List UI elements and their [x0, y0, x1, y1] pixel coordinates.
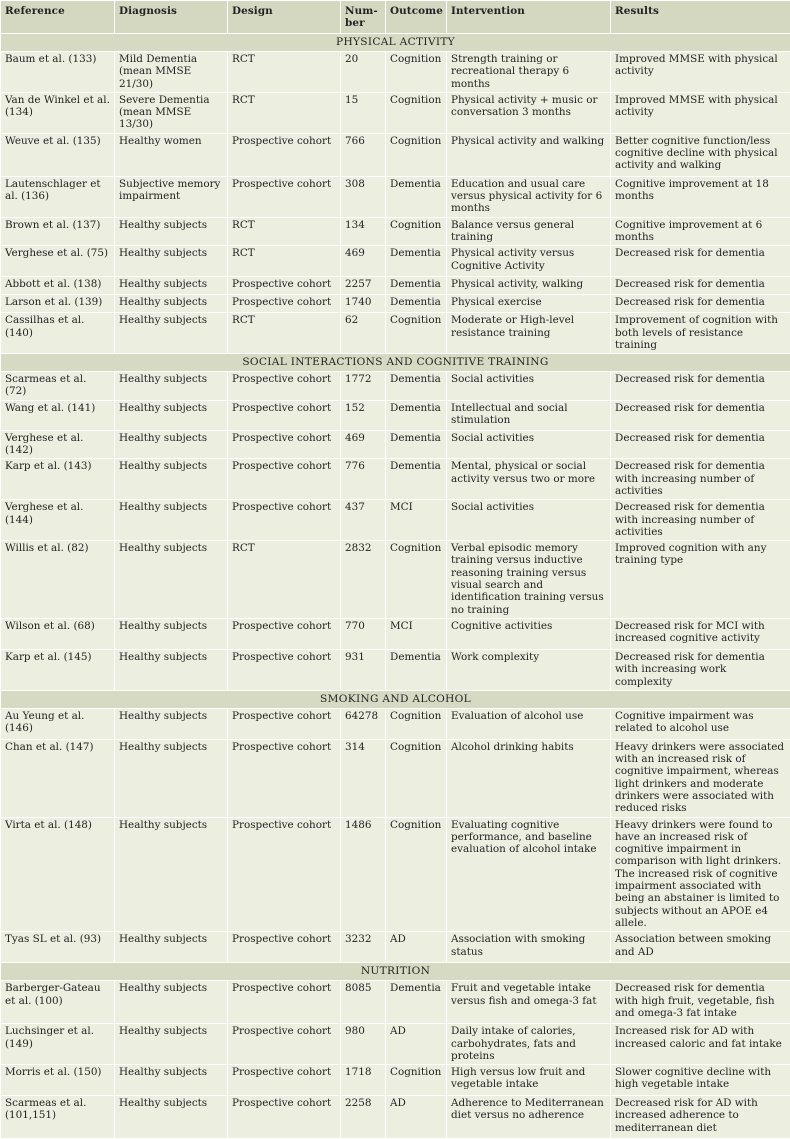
cell-results: Improved cognition with any training type	[611, 541, 790, 619]
table-row	[1, 400, 790, 430]
cell-number: 931	[341, 649, 386, 690]
cell-number: 308	[341, 176, 386, 217]
cell-intervention: Physical activity + music or conversation 3 months	[447, 92, 611, 133]
table-row	[1, 430, 790, 459]
section-row	[1, 690, 790, 708]
cell-design: Prospective cohort	[228, 1096, 341, 1139]
cell-number: 20	[341, 52, 386, 93]
cell-outcome: Cognition	[386, 133, 447, 176]
cell-results: Decreased risk for MCI with increased cognitive activity	[611, 618, 790, 649]
section-row	[1, 354, 790, 372]
cell-outcome: MCI	[386, 500, 447, 541]
cell-intervention: Physical activity, walking	[447, 277, 611, 295]
cell-outcome: AD	[386, 932, 447, 963]
cell-results: Decreased risk for dementia with high fruit, vegetable, fish and omega-3 fat intake	[611, 981, 790, 1024]
cell-design: Prospective cohort	[228, 277, 341, 295]
cell-number: 64278	[341, 708, 386, 739]
cell-intervention: Daily intake of calories, carbohydrates, fats and proteins	[447, 1024, 611, 1065]
table-row	[1, 817, 790, 932]
cell-intervention: Adherence to Mediterranean diet versus no adherence	[447, 1096, 611, 1139]
cell-number: 1772	[341, 372, 386, 401]
cell-intervention: Evaluation of alcohol use	[447, 708, 611, 739]
cell-results: Improved MMSE with physical activity	[611, 52, 790, 93]
cell-number: 2258	[341, 1096, 386, 1139]
cell-diagnosis: Healthy subjects	[115, 618, 228, 649]
table-row	[1, 295, 790, 313]
cell-diagnosis: Healthy subjects	[115, 430, 228, 459]
cell-reference: Wang et al. (141)	[1, 400, 115, 430]
cell-intervention: High versus low fruit and vegetable intake	[447, 1065, 611, 1096]
cell-design: Prospective cohort	[228, 739, 341, 817]
cell-diagnosis: Healthy subjects	[115, 246, 228, 277]
table-row	[1, 618, 790, 649]
cell-diagnosis: Healthy subjects	[115, 708, 228, 739]
header-reference: Reference	[1, 1, 115, 34]
cell-intervention: Physical activity and walking	[447, 133, 611, 176]
cell-outcome: Dementia	[386, 277, 447, 295]
cell-number: 437	[341, 500, 386, 541]
cell-design: Prospective cohort	[228, 817, 341, 932]
table-row	[1, 92, 790, 133]
cell-outcome: Cognition	[386, 217, 447, 246]
cell-number: 15	[341, 92, 386, 133]
cell-outcome: AD	[386, 1096, 447, 1139]
table-row	[1, 133, 790, 176]
cell-design: Prospective cohort	[228, 1065, 341, 1096]
cell-design: RCT	[228, 246, 341, 277]
cell-design: Prospective cohort	[228, 618, 341, 649]
cell-outcome: Dementia	[386, 295, 447, 313]
cell-reference: Barberger-Gateau et al. (100)	[1, 981, 115, 1024]
cell-number: 1718	[341, 1065, 386, 1096]
cell-diagnosis: Healthy subjects	[115, 739, 228, 817]
cell-number: 2257	[341, 277, 386, 295]
cell-intervention: Moderate or High-level resistance training	[447, 313, 611, 354]
cell-design: RCT	[228, 313, 341, 354]
cell-intervention: Social activities	[447, 372, 611, 401]
header-row	[1, 1, 790, 34]
cell-reference: Tyas SL et al. (93)	[1, 932, 115, 963]
cell-results: Decreased risk for dementia	[611, 277, 790, 295]
cell-results: Improvement of cognition with both levels of resistance training	[611, 313, 790, 354]
table-body	[1, 34, 790, 1139]
cell-design: Prospective cohort	[228, 372, 341, 401]
table-row	[1, 1065, 790, 1096]
section-title: SMOKING AND ALCOHOL	[1, 690, 790, 708]
cell-outcome: Dementia	[386, 649, 447, 690]
cell-number: 62	[341, 313, 386, 354]
cell-reference: Au Yeung et al. (146)	[1, 708, 115, 739]
header-outcome: Outcome	[386, 1, 447, 34]
cell-diagnosis: Healthy subjects	[115, 1065, 228, 1096]
cell-diagnosis: Healthy subjects	[115, 400, 228, 430]
cell-intervention: Alcohol drinking habits	[447, 739, 611, 817]
cell-results: Decreased risk for AD with increased adherence to mediterranean diet	[611, 1096, 790, 1139]
table-row	[1, 246, 790, 277]
table-row	[1, 739, 790, 817]
cell-intervention: Physical activity versus Cognitive Activity	[447, 246, 611, 277]
table-row	[1, 708, 790, 739]
cell-outcome: Cognition	[386, 1065, 447, 1096]
table-row	[1, 372, 790, 401]
cell-diagnosis: Mild Dementia (mean MMSE 21/30)	[115, 52, 228, 93]
table-row	[1, 541, 790, 619]
cell-results: Association between smoking and AD	[611, 932, 790, 963]
cell-diagnosis: Healthy subjects	[115, 981, 228, 1024]
cell-intervention: Evaluating cognitive performance, and baseline evaluation of alcohol intake	[447, 817, 611, 932]
cell-outcome: MCI	[386, 618, 447, 649]
section-title: PHYSICAL ACTIVITY	[1, 34, 790, 52]
cell-outcome: Dementia	[386, 246, 447, 277]
cell-design: Prospective cohort	[228, 649, 341, 690]
cell-reference: Virta et al. (148)	[1, 817, 115, 932]
cell-number: 2832	[341, 541, 386, 619]
cell-results: Slower cognitive decline with high vegetable intake	[611, 1065, 790, 1096]
cell-intervention: Social activities	[447, 500, 611, 541]
cell-results: Cognitive impairment was related to alcohol use	[611, 708, 790, 739]
cell-diagnosis: Healthy subjects	[115, 500, 228, 541]
table-row	[1, 932, 790, 963]
cell-number: 770	[341, 618, 386, 649]
cell-intervention: Balance versus general training	[447, 217, 611, 246]
cell-reference: Brown et al. (137)	[1, 217, 115, 246]
cell-intervention: Fruit and vegetable intake versus fish and omega-3 fat	[447, 981, 611, 1024]
cell-diagnosis: Healthy subjects	[115, 541, 228, 619]
cell-outcome: Cognition	[386, 541, 447, 619]
cell-number: 469	[341, 430, 386, 459]
cell-reference: Karp et al. (145)	[1, 649, 115, 690]
table-row	[1, 981, 790, 1024]
cell-design: Prospective cohort	[228, 400, 341, 430]
table-row	[1, 500, 790, 541]
cell-intervention: Cognitive activities	[447, 618, 611, 649]
cell-design: Prospective cohort	[228, 500, 341, 541]
cell-reference: Scarmeas et al. (72)	[1, 372, 115, 401]
cell-reference: Verghese et al. (144)	[1, 500, 115, 541]
cell-outcome: AD	[386, 1024, 447, 1065]
table-row	[1, 1096, 790, 1139]
cell-reference: Karp et al. (143)	[1, 459, 115, 500]
cell-number: 152	[341, 400, 386, 430]
header-intervention: Intervention	[447, 1, 611, 34]
cell-design: RCT	[228, 541, 341, 619]
cell-number: 1740	[341, 295, 386, 313]
header-design: Design	[228, 1, 341, 34]
cell-reference: Cassilhas et al. (140)	[1, 313, 115, 354]
cell-design: Prospective cohort	[228, 1024, 341, 1065]
header-number: Num-ber	[341, 1, 386, 34]
cell-diagnosis: Healthy subjects	[115, 295, 228, 313]
cell-intervention: Association with smoking status	[447, 932, 611, 963]
cell-outcome: Cognition	[386, 708, 447, 739]
cell-number: 3232	[341, 932, 386, 963]
cell-outcome: Dementia	[386, 459, 447, 500]
table-row	[1, 277, 790, 295]
cell-results: Improved MMSE with physical activity	[611, 92, 790, 133]
header-results: Results	[611, 1, 790, 34]
cell-number: 980	[341, 1024, 386, 1065]
table-row	[1, 649, 790, 690]
cell-number: 1486	[341, 817, 386, 932]
cell-results: Cognitive improvement at 6 months	[611, 217, 790, 246]
cell-results: Increased risk for AD with increased caloric and fat intake	[611, 1024, 790, 1065]
cell-diagnosis: Healthy women	[115, 133, 228, 176]
cell-design: Prospective cohort	[228, 176, 341, 217]
cell-reference: Verghese et al. (75)	[1, 246, 115, 277]
cell-intervention: Strength training or recreational therapy 6 months	[447, 52, 611, 93]
cell-reference: Luchsinger et al. (149)	[1, 1024, 115, 1065]
cell-results: Better cognitive function/less cognitive decline with physical activity and walking	[611, 133, 790, 176]
cell-intervention: Work complexity	[447, 649, 611, 690]
cell-intervention: Verbal episodic memory training versus inductive reasoning training versus visual search and identification training versus no training	[447, 541, 611, 619]
cell-diagnosis: Healthy subjects	[115, 1024, 228, 1065]
cell-design: Prospective cohort	[228, 459, 341, 500]
cell-outcome: Cognition	[386, 739, 447, 817]
cell-outcome: Dementia	[386, 176, 447, 217]
cell-reference: Morris et al. (150)	[1, 1065, 115, 1096]
cell-number: 314	[341, 739, 386, 817]
header-diagnosis: Diagnosis	[115, 1, 228, 34]
cell-design: Prospective cohort	[228, 981, 341, 1024]
cell-design: RCT	[228, 217, 341, 246]
cell-number: 776	[341, 459, 386, 500]
cell-reference: Lautenschlager et al. (136)	[1, 176, 115, 217]
cell-design: Prospective cohort	[228, 295, 341, 313]
cell-results: Decreased risk for dementia	[611, 246, 790, 277]
table-row	[1, 459, 790, 500]
cell-results: Heavy drinkers were found to have an increased risk of cognitive impairment in comparison with light drinkers. The increased risk of cognitive impairment associated with being an abstainer is limited to subjects without an APOE e4 allele.	[611, 817, 790, 932]
section-title: NUTRITION	[1, 963, 790, 981]
cell-diagnosis: Healthy subjects	[115, 313, 228, 354]
table-row	[1, 52, 790, 93]
table-row	[1, 313, 790, 354]
section-title: SOCIAL INTERACTIONS AND COGNITIVE TRAINING	[1, 354, 790, 372]
cell-outcome: Cognition	[386, 817, 447, 932]
cell-outcome: Dementia	[386, 430, 447, 459]
cell-design: RCT	[228, 52, 341, 93]
cell-design: Prospective cohort	[228, 133, 341, 176]
cell-outcome: Dementia	[386, 981, 447, 1024]
cell-results: Decreased risk for dementia	[611, 372, 790, 401]
cell-results: Heavy drinkers were associated with an increased risk of cognitive impairment, whereas light drinkers and moderate drinkers were associated with reduced risks	[611, 739, 790, 817]
cell-results: Decreased risk for dementia with increasing number of activities	[611, 500, 790, 541]
cell-design: RCT	[228, 92, 341, 133]
cell-intervention: Physical exercise	[447, 295, 611, 313]
cell-diagnosis: Healthy subjects	[115, 817, 228, 932]
cell-intervention: Intellectual and social stimulation	[447, 400, 611, 430]
cell-results: Decreased risk for dementia	[611, 295, 790, 313]
cell-diagnosis: Healthy subjects	[115, 459, 228, 500]
cell-design: Prospective cohort	[228, 708, 341, 739]
cell-results: Decreased risk for dementia	[611, 430, 790, 459]
cell-number: 469	[341, 246, 386, 277]
cell-outcome: Dementia	[386, 400, 447, 430]
cell-design: Prospective cohort	[228, 430, 341, 459]
cell-diagnosis: Healthy subjects	[115, 277, 228, 295]
cell-diagnosis: Healthy subjects	[115, 372, 228, 401]
section-row	[1, 963, 790, 981]
table-row	[1, 1024, 790, 1065]
cell-diagnosis: Healthy subjects	[115, 649, 228, 690]
cell-number: 766	[341, 133, 386, 176]
cell-diagnosis: Subjective memory impairment	[115, 176, 228, 217]
cell-outcome: Cognition	[386, 92, 447, 133]
cell-reference: Abbott et al. (138)	[1, 277, 115, 295]
cell-reference: Larson et al. (139)	[1, 295, 115, 313]
cell-reference: Van de Winkel et al. (134)	[1, 92, 115, 133]
cell-intervention: Mental, physical or social activity versus two or more	[447, 459, 611, 500]
cell-reference: Verghese et al. (142)	[1, 430, 115, 459]
cell-outcome: Cognition	[386, 52, 447, 93]
cell-diagnosis: Healthy subjects	[115, 932, 228, 963]
table-row	[1, 176, 790, 217]
cell-reference: Willis et al. (82)	[1, 541, 115, 619]
cell-number: 134	[341, 217, 386, 246]
cell-reference: Baum et al. (133)	[1, 52, 115, 93]
cell-number: 8085	[341, 981, 386, 1024]
cell-diagnosis: Severe Dementia (mean MMSE 13/30)	[115, 92, 228, 133]
cell-diagnosis: Healthy subjects	[115, 217, 228, 246]
cell-reference: Weuve et al. (135)	[1, 133, 115, 176]
cell-results: Decreased risk for dementia with increasing number of activities	[611, 459, 790, 500]
table-header	[1, 1, 790, 34]
cell-results: Decreased risk for dementia with increasing work complexity	[611, 649, 790, 690]
table-row	[1, 217, 790, 246]
cell-diagnosis: Healthy subjects	[115, 1096, 228, 1139]
cell-reference: Scarmeas et al. (101,151)	[1, 1096, 115, 1139]
cell-reference: Chan et al. (147)	[1, 739, 115, 817]
cell-results: Decreased risk for dementia	[611, 400, 790, 430]
cell-outcome: Dementia	[386, 372, 447, 401]
cell-design: Prospective cohort	[228, 932, 341, 963]
cell-intervention: Social activities	[447, 430, 611, 459]
section-row	[1, 34, 790, 52]
cell-outcome: Cognition	[386, 313, 447, 354]
cell-reference: Wilson et al. (68)	[1, 618, 115, 649]
cell-results: Cognitive improvement at 18 months	[611, 176, 790, 217]
cell-intervention: Education and usual care versus physical activity for 6 months	[447, 176, 611, 217]
